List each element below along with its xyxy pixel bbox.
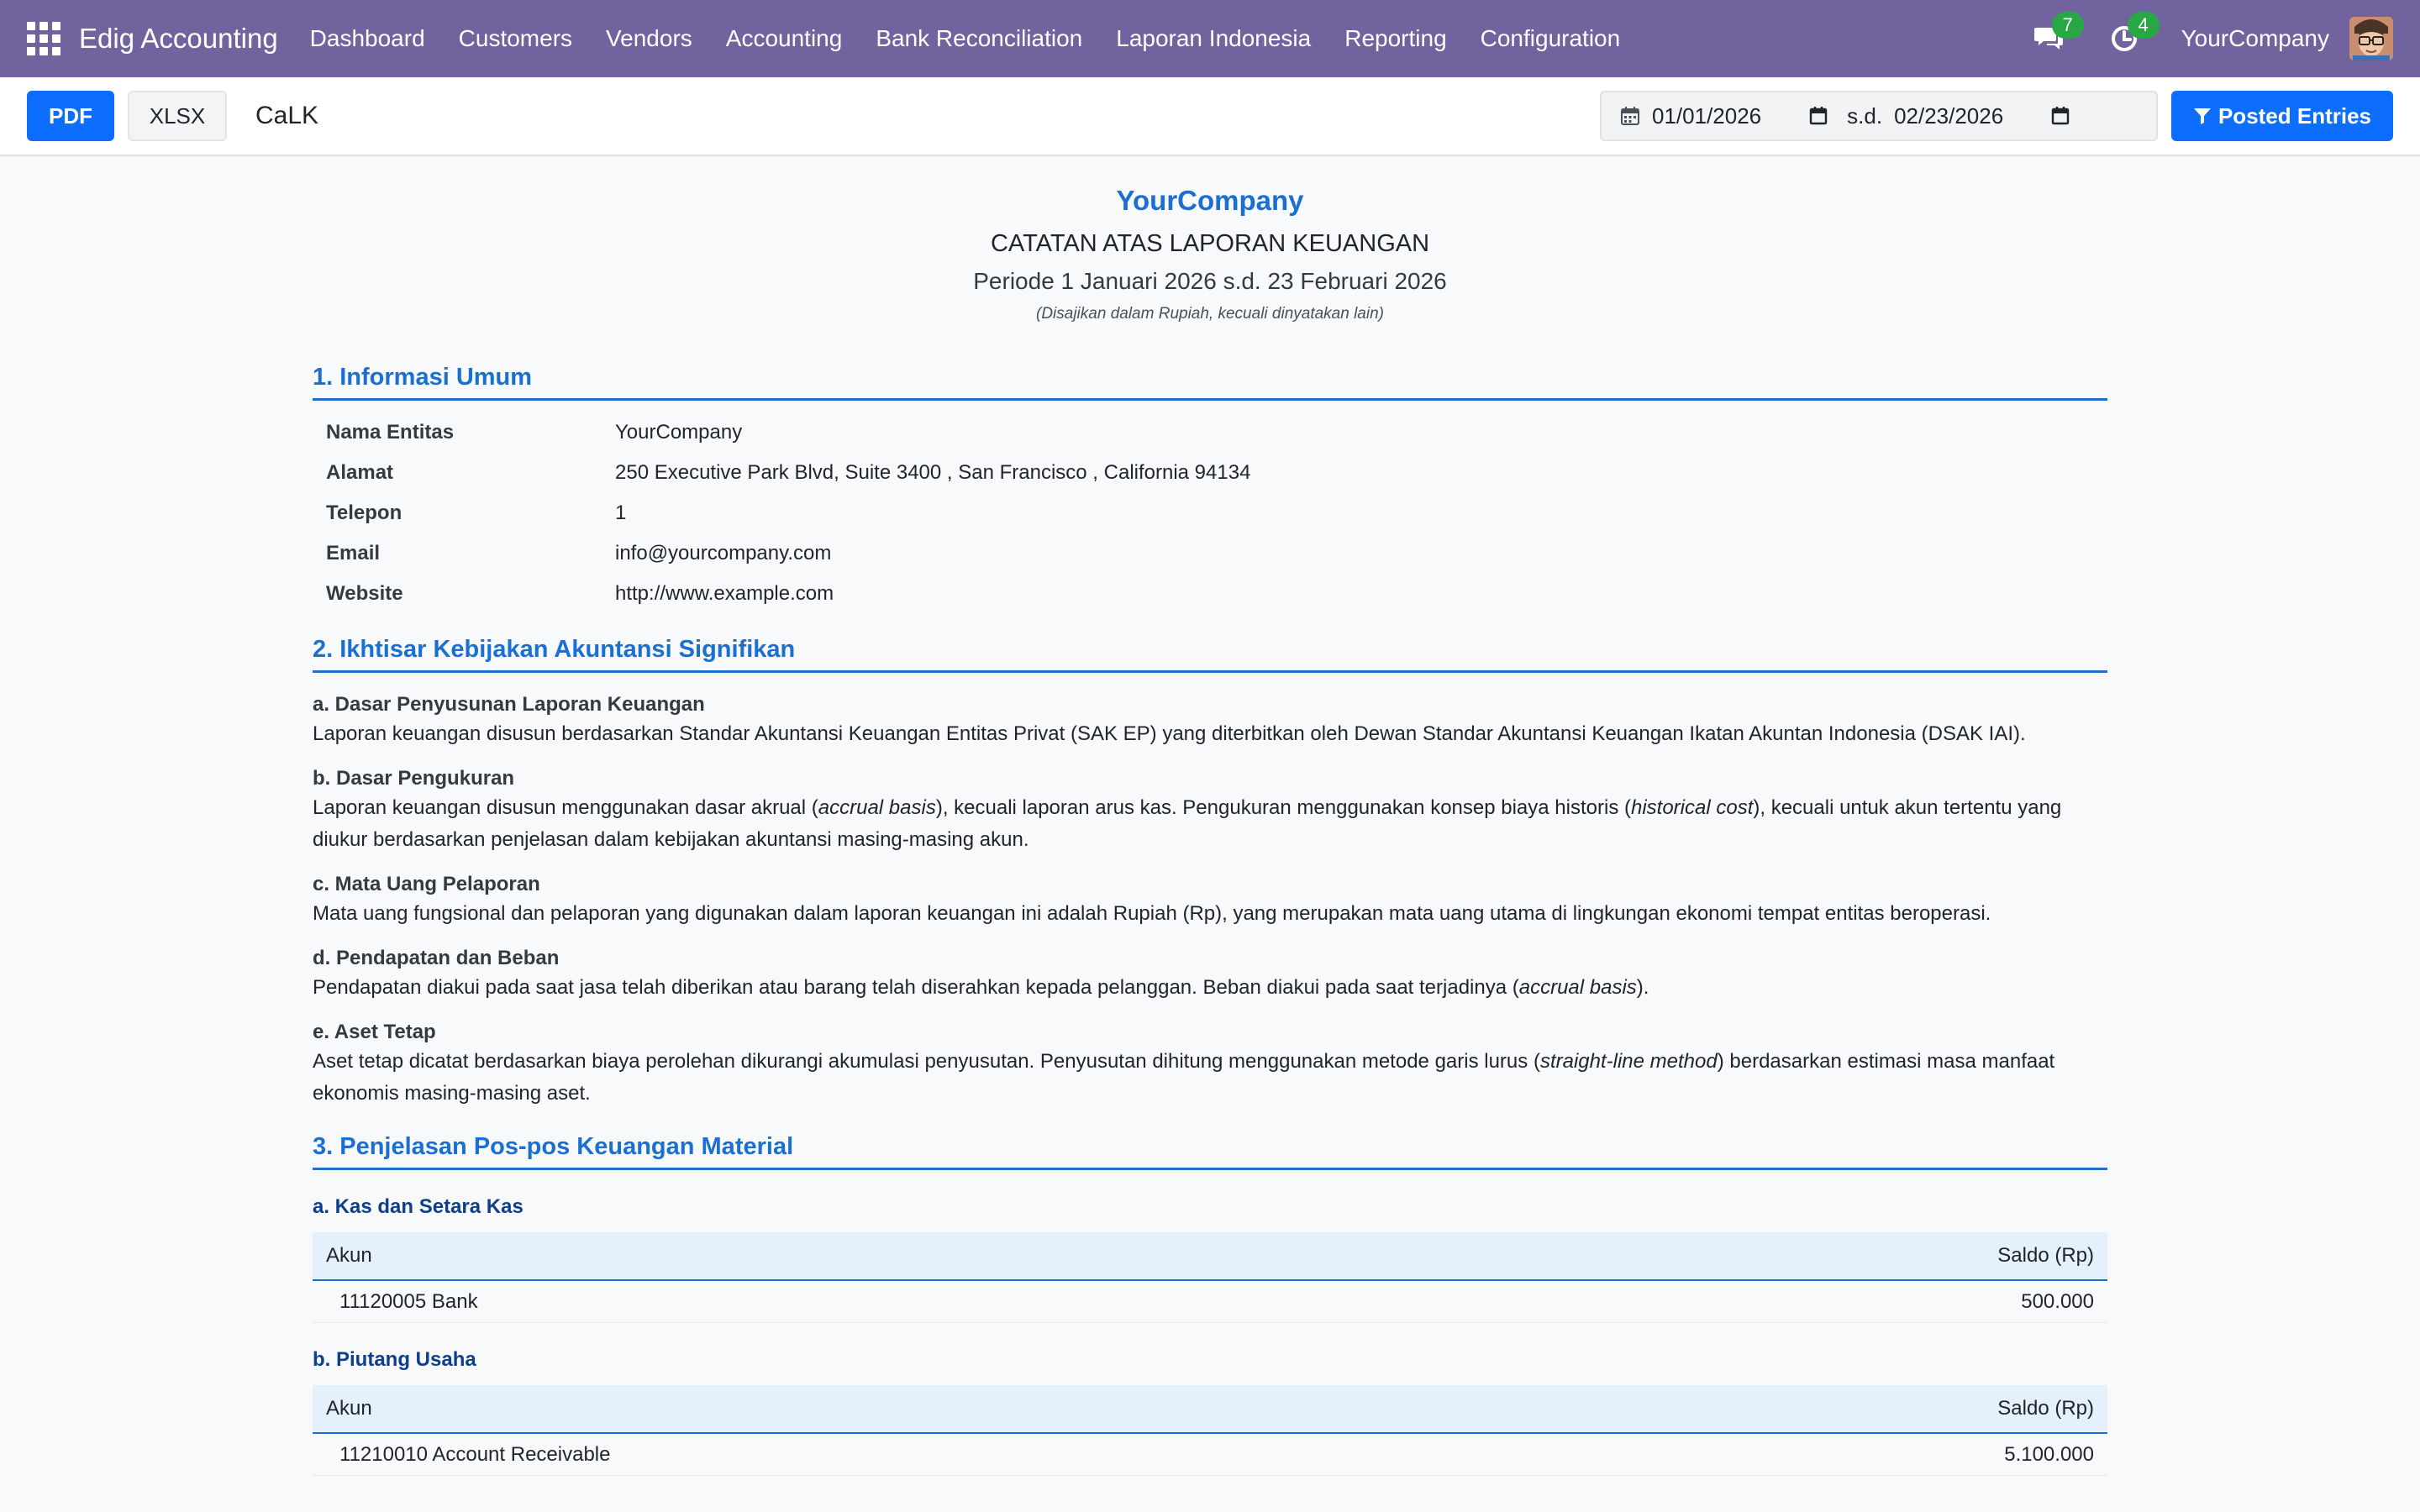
posted-entries-label: Posted Entries: [2217, 102, 2372, 129]
report-title: CATATAN ATAS LAPORAN KEUANGAN: [990, 230, 1430, 257]
date-from-picker-icon[interactable]: [1808, 106, 1828, 126]
report-body: [313, 156, 2107, 1476]
policy-text: Laporan keuangan disusun menggunakan dasar akrual (accrual basis), kecuali laporan arus kas. Pengukuran menggunakan konsep biaya historis (historical cost), kecuali untuk akun tertentu yang diukur berdasarkan penjelasan dalam kebijakan akuntansi masing-masing akun.: [313, 796, 2062, 851]
info-label: Nama Entitas: [326, 421, 455, 444]
info-label: Alamat: [326, 461, 394, 484]
control-panel: [0, 77, 2420, 156]
filter-icon: [2193, 107, 2212, 125]
apps-menu-icon[interactable]: [27, 22, 60, 55]
policy-title: a. Dasar Penyusunan Laporan Keuangan: [313, 693, 705, 716]
policy-item: [313, 873, 2107, 930]
export-pdf-button[interactable]: PDF: [27, 91, 114, 141]
policy-title: c. Mata Uang Pelaporan: [313, 873, 540, 895]
menu-configuration[interactable]: Configuration: [1480, 25, 1621, 51]
policies-list: [313, 693, 2107, 1110]
export-xlsx-button[interactable]: XLSX: [128, 91, 227, 141]
info-row: [313, 533, 2107, 574]
date-to-input[interactable]: [1894, 103, 2070, 129]
account-balance: 5.100.000: [2004, 1442, 2094, 1466]
table-header: [313, 1232, 2107, 1281]
account-name: 11120005 Bank: [339, 1289, 478, 1313]
info-row: [313, 493, 2107, 533]
info-value: 250 Executive Park Blvd, Suite 3400 , San Francisco , California 94134: [615, 461, 1251, 484]
date-from-value: 01/01/2026: [1652, 102, 1762, 129]
info-value: YourCompany: [615, 421, 743, 444]
main-menu: [293, 25, 1638, 52]
info-value: info@yourcompany.com: [615, 542, 832, 564]
policy-text: Pendapatan diakui pada saat jasa telah diberikan atau barang telah diserahkan kepada pelanggan. Beban diakui pada saat terjadinya (accrual basis).: [313, 976, 1649, 999]
report-note: (Disajikan dalam Rupiah, kecuali dinyatakan lain): [1036, 305, 1384, 323]
menu-bank-reconciliation[interactable]: Bank Reconciliation: [876, 25, 1083, 51]
cash-subsection-title: a. Kas dan Setara Kas: [313, 1195, 523, 1218]
policy-title: e. Aset Tetap: [313, 1021, 436, 1043]
menu-laporan-indonesia[interactable]: Laporan Indonesia: [1116, 25, 1312, 51]
activities-badge: 4: [2128, 12, 2160, 39]
general-info-table: [313, 412, 2107, 614]
menu-dashboard[interactable]: Dashboard: [309, 25, 425, 51]
posted-entries-filter-button[interactable]: [2171, 91, 2393, 141]
info-label: Telepon: [326, 501, 402, 524]
date-to-value: 02/23/2026: [1894, 102, 2004, 129]
top-navbar: [0, 0, 2420, 77]
messages-button[interactable]: [2030, 14, 2073, 57]
report-company: YourCompany: [1116, 185, 1304, 216]
date-from-input[interactable]: [1652, 103, 1828, 129]
receivables-subsection-title: b. Piutang Usaha: [313, 1348, 476, 1371]
policy-text: Mata uang fungsional dan pelaporan yang digunakan dalam laporan keuangan ini adalah Rupiah (Rp), yang merupakan mata uang utama di lingkungan ekonomi tempat entitas beroperasi.: [313, 902, 1991, 925]
policy-item: [313, 767, 2107, 856]
menu-customers[interactable]: Customers: [458, 25, 573, 51]
company-switcher[interactable]: YourCompany: [2181, 25, 2329, 51]
menu-vendors[interactable]: Vendors: [606, 25, 692, 51]
calendar-icon: [1620, 106, 1640, 126]
column-balance: Saldo (Rp): [1997, 1397, 2094, 1420]
menu-reporting[interactable]: Reporting: [1344, 25, 1447, 51]
info-value: 1: [615, 501, 627, 524]
date-range-filter: [1600, 91, 2158, 141]
policy-text: Aset tetap dicatat berdasarkan biaya perolehan dikurangi akumulasi penyusutan. Penyusutan dihitung menggunakan metode garis lurus (straight-line method) berdasarkan estimasi masa manfaat ekonomis masing-masing aset.: [313, 1050, 2055, 1105]
policy-title: b. Dasar Pengukuran: [313, 767, 515, 790]
policy-item: [313, 693, 2107, 750]
info-row: [313, 453, 2107, 493]
receivables-table: [313, 1385, 2107, 1476]
policy-title: d. Pendapatan dan Beban: [313, 947, 560, 969]
account-balance: 500.000: [2021, 1289, 2094, 1313]
table-row[interactable]: [313, 1281, 2107, 1323]
user-avatar[interactable]: [2349, 17, 2393, 60]
info-row: [313, 412, 2107, 453]
section-material-items-heading: 3. Penjelasan Pos-pos Keuangan Material: [313, 1133, 2107, 1170]
account-name: 11210010 Account Receivable: [339, 1442, 611, 1466]
section-general-info-heading: 1. Informasi Umum: [313, 364, 2107, 401]
info-label: Website: [326, 582, 403, 605]
app-brand[interactable]: Edig Accounting: [79, 23, 278, 54]
info-label: Email: [326, 542, 381, 564]
column-account: Akun: [326, 1397, 372, 1420]
policy-text: Laporan keuangan disusun berdasarkan Standar Akuntansi Keuangan Entitas Privat (SAK EP) yang diterbitkan oleh Dewan Standar Akuntansi Keuangan Ikatan Akuntan Indonesia (DSAK IAI).: [313, 722, 2026, 745]
date-separator: s.d.: [1847, 102, 1883, 129]
messages-badge: 7: [2052, 12, 2084, 39]
menu-accounting[interactable]: Accounting: [725, 25, 843, 51]
column-account: Akun: [326, 1244, 372, 1267]
page-title: CaLK: [255, 102, 319, 129]
info-value: http://www.example.com: [615, 582, 834, 605]
info-row: [313, 574, 2107, 614]
section-accounting-policies-heading: 2. Ikhtisar Kebijakan Akuntansi Signifikan: [313, 636, 2107, 673]
cash-table: [313, 1232, 2107, 1323]
navbar-systray: [2030, 0, 2393, 77]
table-header: [313, 1385, 2107, 1434]
column-balance: Saldo (Rp): [1997, 1244, 2094, 1267]
table-row[interactable]: [313, 1434, 2107, 1476]
activities-button[interactable]: [2106, 14, 2149, 57]
policy-item: [313, 1021, 2107, 1110]
report-period: Periode 1 Januari 2026 s.d. 23 Februari 2026: [973, 268, 1447, 294]
date-to-picker-icon[interactable]: [2050, 106, 2070, 126]
policy-item: [313, 947, 2107, 1004]
